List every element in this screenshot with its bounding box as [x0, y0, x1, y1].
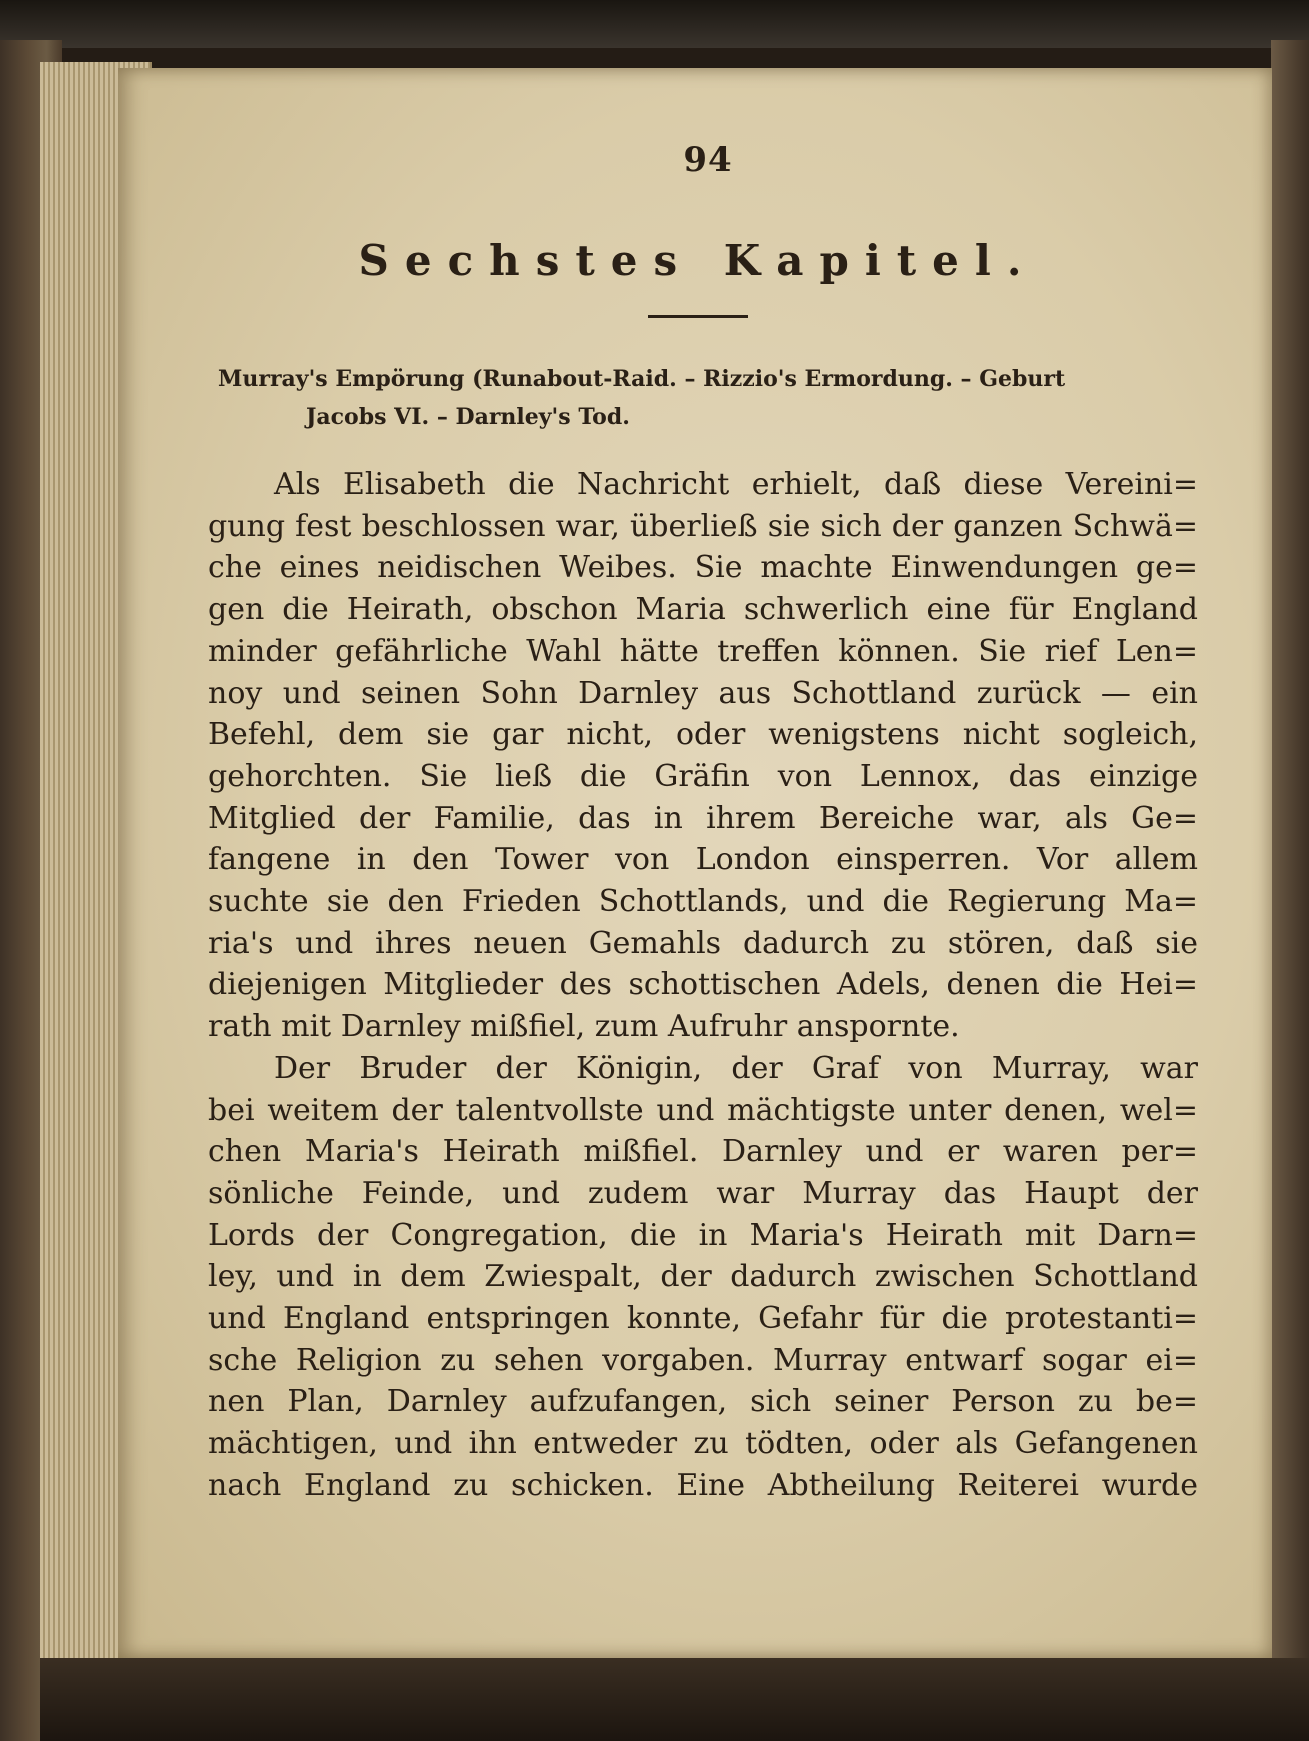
text-line: gung fest beschlossen war, überließ sie sich der ganzen Schwä=: [208, 508, 1198, 544]
chapter-summary: [218, 360, 1198, 436]
text-line: che eines neidischen Weibes. Sie machte Einwendungen ge=: [208, 550, 1198, 586]
text-line: minder gefährliche Wahl hätte treffen können. Sie rief Len=: [208, 633, 1198, 669]
text-line: chen Maria's Heirath mißfiel. Darnley und er waren per=: [208, 1134, 1198, 1170]
title-rule: [648, 315, 748, 318]
text-line: und England entspringen konnte, Gefahr für die protestanti=: [208, 1301, 1198, 1337]
text-line: mächtigen, und ihn entweder zu tödten, oder als Gefangenen: [208, 1426, 1198, 1462]
text-line: nen Plan, Darnley aufzufangen, sich seiner Person zu be=: [208, 1384, 1198, 1420]
text-line: noy und seinen Sohn Darnley aus Schottland zurück — ein: [208, 675, 1198, 711]
summary-line: Jacobs VI. – Darnley's Tod.: [306, 404, 630, 430]
chapter-title: Sechstes Kapitel.: [358, 236, 1038, 285]
text-line: Befehl, dem sie gar nicht, oder wenigstens nicht sogleich,: [208, 717, 1198, 753]
text-line: nach England zu schicken. Eine Abtheilung Reiterei wurde: [208, 1467, 1198, 1503]
scan-top-edge: [0, 0, 1309, 48]
page-number: 94: [683, 140, 733, 180]
text-line: ria's und ihres neuen Gemahls dadurch zu stören, daß sie: [208, 925, 1198, 961]
text-line: suchte sie den Frieden Schottlands, und die Regierung Ma=: [208, 884, 1198, 920]
text-line: gehorchten. Sie ließ die Gräfin von Lennox, das einzige: [208, 758, 1198, 794]
book-page: [118, 68, 1272, 1658]
text-line: ley, und in dem Zwiespalt, der dadurch zwischen Schottland: [208, 1259, 1198, 1295]
text-line: Der Bruder der Königin, der Graf von Murray, war: [274, 1050, 1198, 1086]
text-line: gen die Heirath, obschon Maria schwerlich eine für England: [208, 592, 1198, 628]
text-line: sche Religion zu sehen vorgaben. Murray entwarf sogar ei=: [208, 1342, 1198, 1378]
text-line: fangene in den Tower von London einsperren. Vor allem: [208, 842, 1198, 878]
text-line: rath mit Darnley mißfiel, zum Aufruhr anspornte.: [208, 1009, 960, 1045]
text-line: Mitglied der Familie, das in ihrem Bereiche war, als Ge=: [208, 800, 1198, 836]
text-line: Lords der Congregation, die in Maria's Heirath mit Darn=: [208, 1217, 1198, 1253]
text-line: sönliche Feinde, und zudem war Murray das Haupt der: [208, 1175, 1198, 1211]
text-line: bei weitem der talentvollste und mächtigste unter denen, wel=: [208, 1092, 1198, 1128]
text-line: Als Elisabeth die Nachricht erhielt, daß diese Vereini=: [274, 467, 1198, 502]
book-cover-right: [1271, 40, 1309, 1741]
text-line: diejenigen Mitglieder des schottischen Adels, denen die Hei=: [208, 967, 1198, 1003]
body-text: [208, 464, 1198, 1507]
scan-bottom-edge: [40, 1658, 1309, 1741]
summary-line: Murray's Empörung (Runabout-Raid. – Rizzio's Ermordung. – Geburt: [218, 366, 1066, 392]
